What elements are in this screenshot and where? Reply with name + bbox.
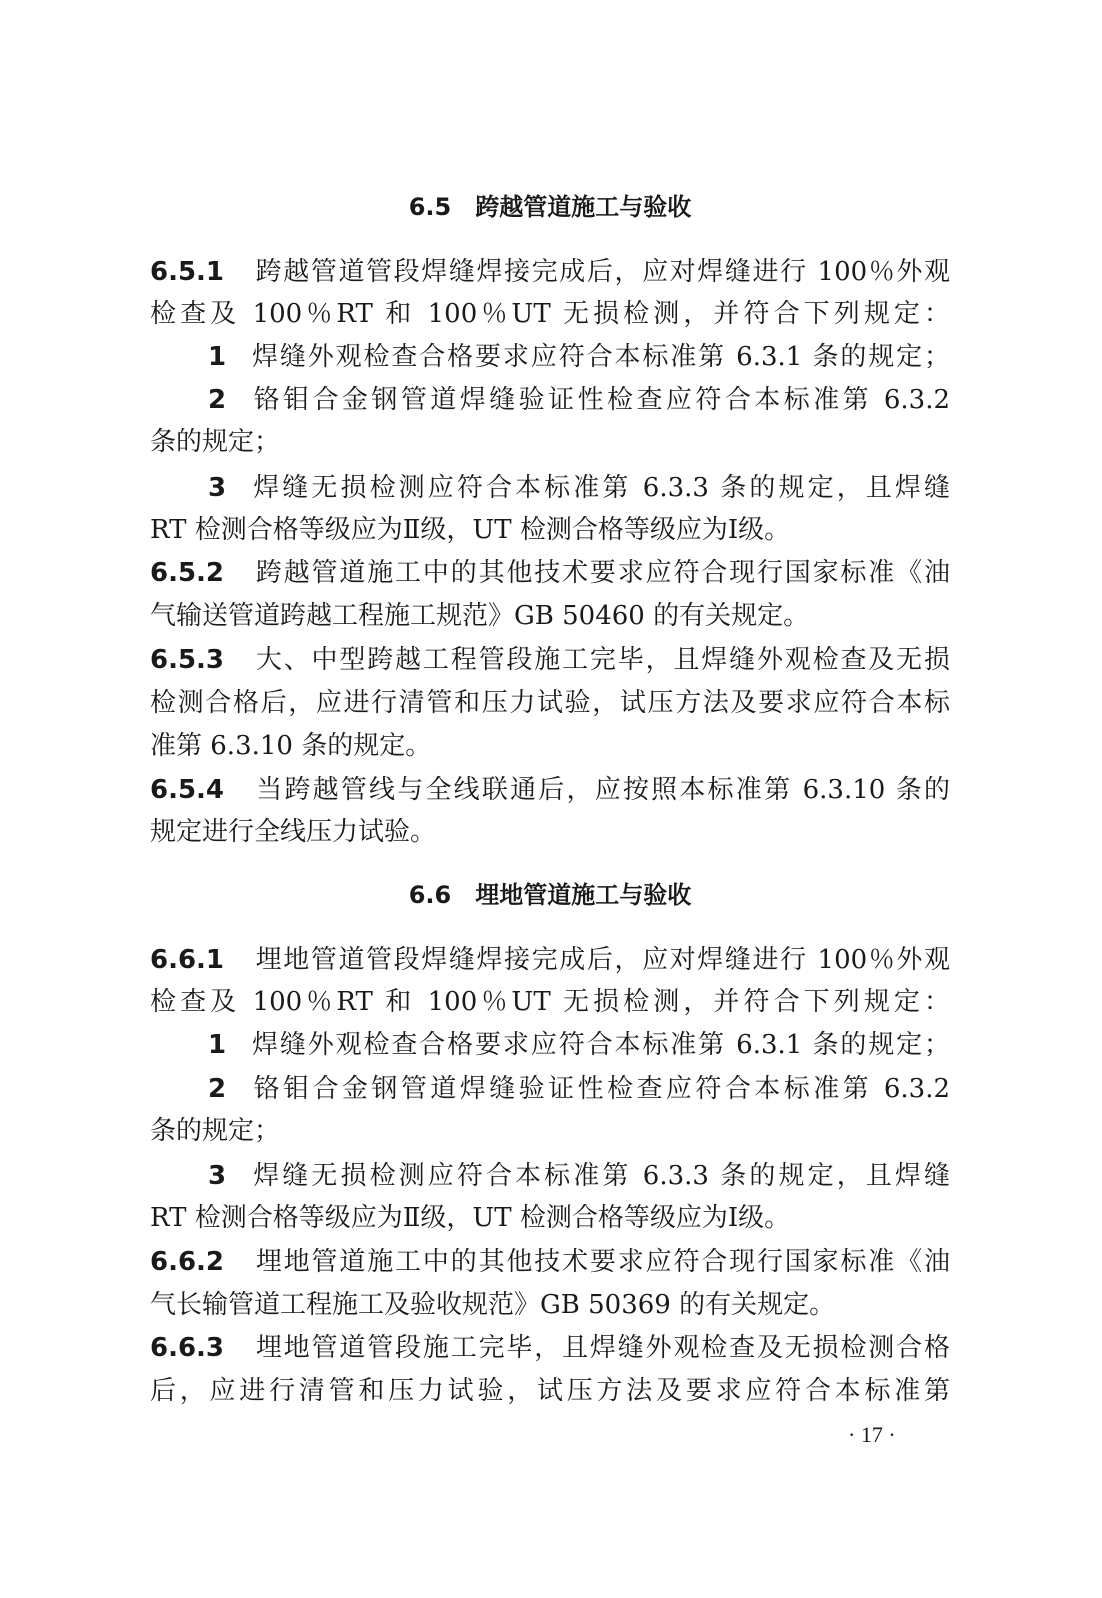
item-number: 2 [208, 1074, 227, 1104]
clause-number: 6.5.2 [150, 558, 225, 588]
page-number: · 17 · [848, 1422, 896, 1447]
clause-6-6-1-item-3 [150, 1156, 950, 1196]
clause-text: 埋地管道管段施工完毕，且焊缝外观检查及无损检测合格 [254, 1333, 950, 1363]
item-text: 焊缝无损检测应符合本标准第 6.3.3 条的规定，且焊缝 [250, 473, 950, 503]
section-number: 6.5 [408, 193, 452, 221]
clause-6-6-1-line-1 [150, 940, 950, 980]
clause-6-5-3-line-2: 检测合格后，应进行清管和压力试验，试压方法及要求应符合本标 [150, 688, 950, 718]
item-text: 焊缝无损检测应符合本标准第 6.3.3 条的规定，且焊缝 [250, 1161, 950, 1191]
item-number: 1 [208, 1030, 227, 1060]
item-number: 3 [208, 473, 227, 503]
item-text: 焊缝外观检查合格要求应符合本标准第 6.3.1 条的规定； [250, 342, 950, 372]
clause-number: 6.6.2 [150, 1247, 225, 1277]
clause-text: 当跨越管线与全线联通后，应按照本标准第 6.3.10 条的 [254, 775, 950, 805]
clause-6-5-4-line-2: 规定进行全线压力试验。 [150, 817, 437, 847]
clause-6-5-1-item-2 [150, 380, 950, 420]
item-text: 铬钼合金钢管道焊缝验证性检查应符合本标准第 6.3.2 [250, 385, 950, 415]
clause-6-5-2-line-2: 气输送管道跨越工程施工规范》GB 50460 的有关规定。 [150, 601, 810, 631]
item-number: 3 [208, 1161, 227, 1191]
clause-text: 埋地管道管段焊缝焊接完成后，应对焊缝进行 100％外观 [254, 945, 950, 975]
section-heading-6-5 [150, 190, 950, 224]
clause-6-6-2-line-2: 气长输管道工程施工及验收规范》GB 50369 的有关规定。 [150, 1290, 836, 1320]
clause-6-6-1-item-1 [150, 1025, 950, 1065]
clause-number: 6.5.1 [150, 257, 225, 287]
clause-6-5-3-line-1 [150, 640, 950, 680]
clause-6-5-1-line-2: 检查及 100％RT 和 100％UT 无损检测，并符合下列规定： [150, 299, 950, 329]
clause-6-5-3-line-3: 准第 6.3.10 条的规定。 [150, 731, 432, 761]
clause-6-5-1-item-3-cont: RT 检测合格等级应为Ⅱ级，UT 检测合格等级应为Ⅰ级。 [150, 515, 791, 545]
clause-6-5-1-line-1 [150, 252, 950, 292]
clause-number: 6.6.3 [150, 1333, 225, 1363]
clause-6-6-1-item-2 [150, 1069, 950, 1109]
section-title: 跨越管道施工与验收 [475, 193, 692, 221]
item-text: 铬钼合金钢管道焊缝验证性检查应符合本标准第 6.3.2 [250, 1074, 950, 1104]
clause-6-5-1-item-2-cont: 条的规定； [150, 427, 281, 457]
clause-6-6-1-item-3-cont: RT 检测合格等级应为Ⅱ级，UT 检测合格等级应为Ⅰ级。 [150, 1203, 791, 1233]
clause-6-5-1-item-1 [150, 337, 950, 377]
clause-number: 6.6.1 [150, 945, 225, 975]
clause-6-6-3-line-1 [150, 1328, 950, 1368]
clause-6-6-3-line-2: 后，应进行清管和压力试验，试压方法及要求应符合本标准第 [150, 1376, 950, 1406]
clause-6-5-4-line-1 [150, 770, 950, 810]
clause-number: 6.5.3 [150, 645, 225, 675]
section-title: 埋地管道施工与验收 [475, 881, 692, 909]
clause-text: 埋地管道施工中的其他技术要求应符合现行国家标准《油 [254, 1247, 950, 1277]
section-heading-6-6 [150, 878, 950, 912]
clause-text: 跨越管道管段焊缝焊接完成后，应对焊缝进行 100％外观 [254, 257, 950, 287]
clause-6-6-1-item-2-cont: 条的规定； [150, 1116, 281, 1146]
clause-6-6-2-line-1 [150, 1242, 950, 1282]
clause-6-5-2-line-1 [150, 553, 950, 593]
item-number: 1 [208, 342, 227, 372]
clause-6-6-1-line-2: 检查及 100％RT 和 100％UT 无损检测，并符合下列规定： [150, 987, 950, 1017]
clause-text: 跨越管道施工中的其他技术要求应符合现行国家标准《油 [254, 558, 950, 588]
clause-6-5-1-item-3 [150, 468, 950, 508]
clause-text: 大、中型跨越工程管段施工完毕，且焊缝外观检查及无损 [254, 645, 950, 675]
section-number: 6.6 [408, 881, 452, 909]
item-text: 焊缝外观检查合格要求应符合本标准第 6.3.1 条的规定； [250, 1030, 950, 1060]
item-number: 2 [208, 385, 227, 415]
clause-number: 6.5.4 [150, 775, 225, 805]
